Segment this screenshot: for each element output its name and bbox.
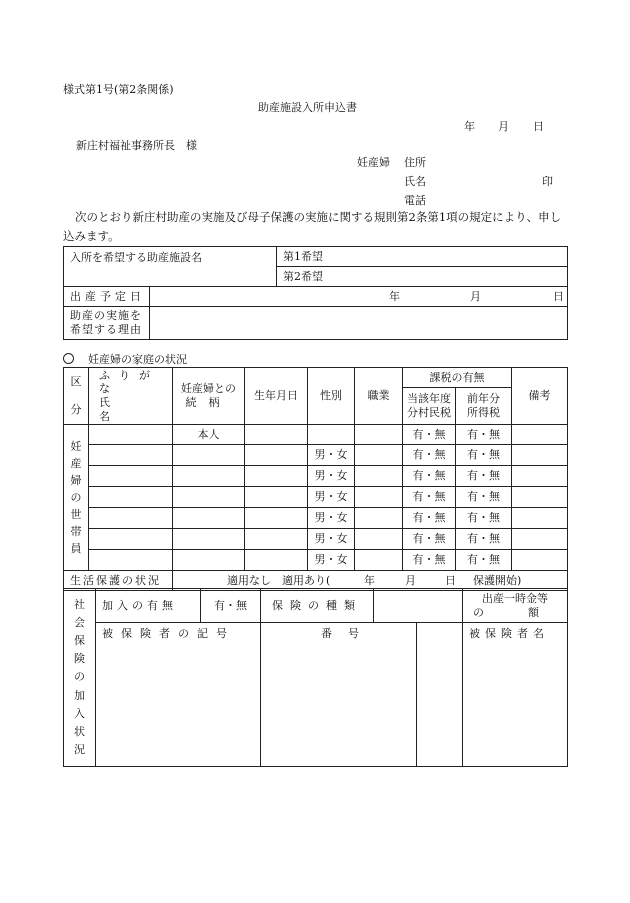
facility-choice1[interactable]: 第1希望	[277, 247, 568, 267]
insurance-type-label: 保険の種類	[261, 589, 374, 623]
gender-cell[interactable]: 男・女	[308, 550, 355, 571]
insured-extra-field[interactable]	[417, 623, 463, 767]
vertical-char: 険	[74, 652, 85, 666]
name-cell[interactable]	[89, 487, 173, 508]
vertical-char: 産	[70, 456, 82, 470]
insurance-vertical-label	[64, 589, 96, 767]
tax-current-cell[interactable]: 有・無	[403, 466, 456, 487]
table-row	[64, 445, 568, 466]
table-row	[64, 425, 568, 445]
header-birthdate: 生年月日	[245, 368, 308, 425]
gender-cell[interactable]: 男・女	[308, 529, 355, 550]
enrolled-value[interactable]: 有・無	[201, 589, 261, 623]
vertical-char: 況	[74, 742, 85, 756]
table-row	[64, 466, 568, 487]
facility-table	[63, 246, 568, 340]
tax-current-cell[interactable]: 有・無	[403, 508, 456, 529]
applicant-label: 妊産婦	[357, 156, 390, 169]
header-category	[64, 368, 89, 425]
relation-cell[interactable]	[173, 550, 245, 571]
header-notes: 備考	[512, 368, 568, 425]
due-day: 日	[553, 290, 564, 303]
header-tax-prev-line2: 所得税	[467, 406, 500, 419]
occupation-cell[interactable]	[355, 550, 403, 571]
header-tax-prev-line1: 前年分	[467, 392, 500, 406]
welfare-year: 年	[364, 574, 375, 587]
tax-prev-cell[interactable]: 有・無	[456, 529, 512, 550]
name-cell[interactable]	[89, 529, 173, 550]
notes-cell[interactable]	[512, 550, 568, 571]
vertical-char: 入	[74, 706, 85, 720]
insurance-type-field[interactable]	[374, 589, 463, 623]
relation-cell[interactable]	[173, 466, 245, 487]
occupation-cell[interactable]	[355, 445, 403, 466]
vertical-char: 婦	[70, 473, 82, 487]
header-relation-line1: 妊産婦との	[181, 382, 236, 396]
tax-prev-cell[interactable]: 有・無	[456, 425, 512, 445]
vertical-char: 保	[74, 634, 85, 648]
intro-text-line1: 次のとおり新庄村助産の実施及び母子保護の実施に関する規則第2条第1項の規定により、申し	[75, 210, 562, 224]
vertical-char: 妊	[70, 439, 82, 453]
due-date-label: 出産予定日	[64, 287, 150, 307]
vertical-char: 加	[74, 688, 85, 702]
tax-prev-cell[interactable]: 有・無	[456, 487, 512, 508]
vertical-char: 状	[74, 724, 85, 738]
name-cell[interactable]	[89, 425, 173, 445]
family-table	[63, 367, 568, 591]
insured-name-field[interactable]: 被保険者名	[463, 623, 568, 767]
tax-prev-cell[interactable]: 有・無	[456, 550, 512, 571]
vertical-char: 社	[74, 597, 85, 611]
addressee: 新庄村福祉事務所長 様	[76, 139, 197, 152]
vertical-char: 員	[70, 542, 82, 556]
birthdate-cell[interactable]	[245, 487, 308, 508]
tax-current-cell[interactable]: 有・無	[403, 550, 456, 571]
reason-label	[64, 307, 150, 340]
facility-label: 入所を希望する助産施設名	[64, 247, 277, 287]
enrolled-label: 加入の有無	[96, 589, 201, 623]
lump-sum-label	[463, 589, 568, 623]
due-date-field[interactable]	[150, 287, 568, 307]
notes-cell[interactable]	[512, 508, 568, 529]
gender-cell[interactable]: 男・女	[308, 487, 355, 508]
tax-current-cell[interactable]: 有・無	[403, 529, 456, 550]
relation-cell[interactable]	[173, 445, 245, 466]
household-category-label	[64, 425, 89, 571]
due-month: 月	[470, 290, 481, 303]
intro-text-line2: 込みます。	[63, 229, 120, 243]
notes-cell[interactable]	[512, 487, 568, 508]
relation-cell[interactable]	[173, 508, 245, 529]
notes-cell[interactable]	[512, 425, 568, 445]
gender-cell[interactable]	[308, 425, 355, 445]
family-section-title-text: 妊産婦の家庭の状況	[88, 353, 187, 366]
birthdate-cell[interactable]	[245, 445, 308, 466]
reason-label-line2: 希望する理由	[70, 323, 142, 336]
welfare-month: 月	[405, 574, 416, 587]
date-day-label: 日	[533, 120, 544, 133]
reason-field[interactable]	[150, 307, 568, 340]
notes-cell[interactable]	[512, 529, 568, 550]
address-label: 住所	[404, 156, 426, 169]
header-category-char: 分	[70, 403, 82, 416]
table-row	[64, 508, 568, 529]
welfare-label: 生活保護の状況	[64, 571, 173, 591]
welfare-options[interactable]: 適用なし 適用あり(	[227, 574, 331, 587]
date-year-label: 年	[464, 120, 475, 133]
vertical-char: 会	[74, 616, 85, 629]
tax-current-cell[interactable]: 有・無	[403, 445, 456, 466]
gender-cell[interactable]: 男・女	[308, 508, 355, 529]
welfare-day: 日	[445, 574, 456, 587]
form-title: 助産施設入所申込書	[258, 101, 357, 114]
table-row	[64, 487, 568, 508]
due-year: 年	[389, 290, 400, 303]
birthdate-cell[interactable]	[245, 550, 308, 571]
vertical-char: の	[74, 670, 85, 684]
name-cell[interactable]	[89, 508, 173, 529]
occupation-cell[interactable]	[355, 425, 403, 445]
gender-cell[interactable]: 男・女	[308, 445, 355, 466]
birthdate-cell[interactable]	[245, 466, 308, 487]
notes-cell[interactable]	[512, 466, 568, 487]
facility-choice2[interactable]: 第2希望	[277, 267, 568, 287]
header-tax-prev	[456, 388, 512, 425]
seal-label: 印	[542, 175, 553, 188]
phone-label: 電話	[404, 194, 426, 207]
header-occupation: 職業	[355, 368, 403, 425]
occupation-cell[interactable]	[355, 466, 403, 487]
header-furigana: ふりがな	[99, 368, 159, 396]
birthdate-cell[interactable]	[245, 425, 308, 445]
tax-current-cell[interactable]: 有・無	[403, 425, 456, 445]
family-section-title	[63, 353, 187, 365]
form-number: 様式第1号(第2条関係)	[63, 83, 174, 96]
header-tax-current-line2: 分村民税	[407, 406, 451, 419]
relation-cell[interactable]	[173, 529, 245, 550]
vertical-char: 帯	[70, 525, 82, 539]
tax-prev-cell[interactable]: 有・無	[456, 445, 512, 466]
name-label: 氏名	[404, 175, 426, 188]
header-name	[89, 368, 173, 425]
tax-prev-cell[interactable]: 有・無	[456, 508, 512, 529]
occupation-cell[interactable]	[355, 508, 403, 529]
reason-label-line1: 助産の実施を	[70, 309, 142, 323]
lump-sum-label-line1: 出産一時金等	[482, 591, 548, 605]
header-name-text: 氏名	[99, 396, 160, 423]
header-gender: 性別	[308, 368, 355, 425]
vertical-char: 世	[70, 508, 82, 522]
insured-number-field[interactable]: 番号	[261, 623, 417, 767]
vertical-char: の	[70, 490, 82, 504]
date-month-label: 月	[498, 120, 509, 133]
name-cell[interactable]	[89, 466, 173, 487]
header-tax-group: 課税の有無	[403, 368, 512, 388]
notes-cell[interactable]	[512, 445, 568, 466]
insurance-table	[63, 588, 568, 767]
insured-mark-field[interactable]: 被保険者の記号	[96, 623, 261, 767]
name-cell[interactable]	[89, 445, 173, 466]
relation-cell[interactable]	[173, 487, 245, 508]
circle-bullet-icon	[63, 353, 74, 364]
header-category-char: 区	[70, 375, 82, 389]
header-tax-current	[403, 388, 456, 425]
tax-current-cell[interactable]: 有・無	[403, 487, 456, 508]
occupation-cell[interactable]	[355, 529, 403, 550]
header-tax-current-line1: 当該年度	[407, 392, 451, 406]
birthdate-cell[interactable]	[245, 508, 308, 529]
header-relation-line2: 続柄	[185, 396, 232, 409]
table-row	[64, 550, 568, 571]
relation-cell[interactable]: 本人	[173, 425, 245, 445]
welfare-start: 保護開始)	[473, 574, 522, 587]
gender-cell[interactable]: 男・女	[308, 466, 355, 487]
header-relation	[173, 368, 245, 425]
birthdate-cell[interactable]	[245, 529, 308, 550]
table-row	[64, 529, 568, 550]
tax-prev-cell[interactable]: 有・無	[456, 466, 512, 487]
lump-sum-label-line2: の 額	[473, 605, 539, 619]
occupation-cell[interactable]	[355, 487, 403, 508]
name-cell[interactable]	[89, 550, 173, 571]
